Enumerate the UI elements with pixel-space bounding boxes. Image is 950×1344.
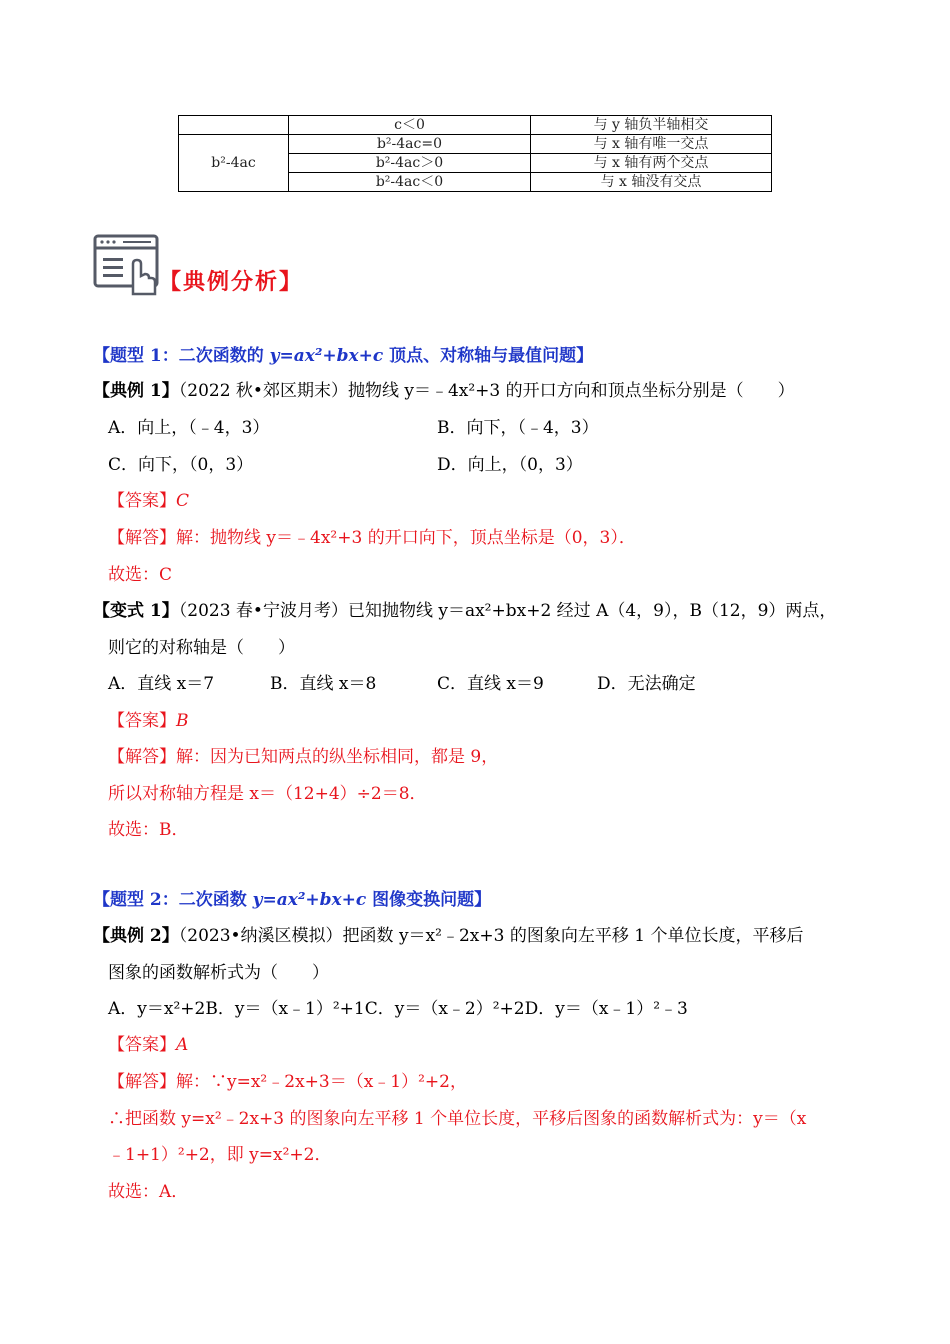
example1-option-b: B．向下，（﹣4，3） — [437, 418, 599, 438]
variant1-label: 【变式 1】 — [93, 601, 179, 621]
example2-question-line2: 图象的函数解析式为（ ） — [108, 963, 329, 983]
variant1-option-d: D．无法确定 — [597, 674, 696, 694]
variant1-question — [93, 596, 836, 621]
type1-heading — [93, 341, 593, 366]
example2-answer — [108, 1030, 188, 1055]
solution-text: 解：∵y=x²﹣2x+3＝（x﹣1）²+2， — [176, 1072, 467, 1092]
answer-value: C — [176, 491, 190, 511]
answer-label: 【答案】 — [108, 711, 176, 731]
table-cell: c＜0 — [289, 116, 531, 135]
variant1-choice: 故选：B． — [108, 820, 189, 840]
variant1-solution — [108, 742, 498, 767]
type2-heading-post: 图像变换问题】 — [366, 890, 492, 910]
section-header — [93, 234, 304, 305]
answer-label: 【答案】 — [108, 1035, 176, 1055]
example2-text: （2023•纳溪区模拟）把函数 y＝x²﹣2x+3 的图象向左平移 1 个单位长度，平移后 — [178, 926, 804, 946]
section-title: 【典例分析】 — [159, 269, 304, 295]
table-cell: 与 y 轴负半轴相交 — [531, 116, 772, 135]
example1-answer — [108, 486, 189, 511]
variant1-question-line2: 则它的对称轴是（ ） — [108, 638, 295, 658]
table-cell: b²-4ac＞0 — [289, 154, 531, 173]
type2-heading-formula: y=ax²+bx+c — [252, 890, 367, 910]
variant1-option-c: C．直线 x＝9 — [437, 674, 544, 694]
table-cell: b²-4ac=0 — [289, 135, 531, 154]
example2-choice: 故选：A． — [108, 1182, 189, 1202]
type1-heading-post: 顶点、对称轴与最值问题】 — [383, 346, 594, 366]
example1-label: 【典例 1】 — [93, 381, 179, 401]
table-cell: 与 x 轴有两个交点 — [531, 154, 772, 173]
type1-heading-formula: y=ax²+bx+c — [269, 346, 384, 366]
example1-text: （2022 秋•郊区期末）抛物线 y＝﹣4x²+3 的开口方向和顶点坐标分别是（ ） — [178, 381, 795, 401]
solution-label: 【解答】 — [108, 747, 176, 767]
table-cell-discriminant: b²-4ac — [179, 135, 289, 192]
variant1-answer — [108, 706, 189, 731]
example1-solution — [108, 523, 636, 548]
example2-options: A．y＝x²+2B．y＝（x﹣1）²+1C．y＝（x﹣2）²+2D．y＝（x﹣1）²﹣3 — [108, 999, 688, 1019]
variant1-option-a: A．直线 x＝7 — [108, 674, 215, 694]
solution-label: 【解答】 — [108, 1072, 176, 1092]
table-cell: b²-4ac＜0 — [289, 173, 531, 192]
variant1-text: （2023 春•宁波月考）已知抛物线 y＝ax²+bx+2 经过 A（4，9），B（12，9）两点， — [178, 601, 837, 621]
example2-solution-line3: ﹣1+1）²+2，即 y=x²+2． — [108, 1145, 332, 1165]
table-cell — [179, 116, 289, 135]
table-row — [179, 116, 772, 135]
answer-value: A — [176, 1035, 189, 1055]
example2-solution-line2: ∴把函数 y=x²﹣2x+3 的图象向左平移 1 个单位长度，平移后图象的函数解析式为：y＝（x — [108, 1109, 807, 1129]
example1-option-c: C．向下，（0，3） — [108, 455, 254, 475]
solution-label: 【解答】 — [108, 528, 176, 548]
solution-text: 解：抛物线 y＝﹣4x²+3 的开口向下，顶点坐标是（0，3）． — [176, 528, 636, 548]
solution-text: 解：因为已知两点的纵坐标相同，都是 9， — [176, 747, 499, 767]
table-cell: 与 x 轴没有交点 — [531, 173, 772, 192]
answer-value: B — [176, 711, 189, 731]
type2-heading-pre: 【题型 2：二次函数 — [93, 890, 253, 910]
example2-solution — [108, 1067, 467, 1092]
example2-question — [93, 921, 803, 946]
table-row — [179, 135, 772, 154]
example1-choice: 故选：C — [108, 565, 173, 585]
table-cell: 与 x 轴有唯一交点 — [531, 135, 772, 154]
type1-heading-pre: 【题型 1：二次函数的 — [93, 346, 270, 366]
properties-table — [178, 115, 772, 192]
example2-label: 【典例 2】 — [93, 926, 179, 946]
example1-question — [93, 376, 795, 401]
pointer-hand-window-icon — [93, 234, 163, 300]
type2-heading — [93, 885, 491, 910]
example1-option-a: A．向上，（﹣4，3） — [108, 418, 270, 438]
example1-option-d: D．向上，（0，3） — [437, 455, 583, 475]
variant1-solution-line2: 所以对称轴方程是 x＝（12+4）÷2＝8． — [108, 784, 427, 804]
variant1-option-b: B．直线 x＝8 — [270, 674, 377, 694]
answer-label: 【答案】 — [108, 491, 176, 511]
